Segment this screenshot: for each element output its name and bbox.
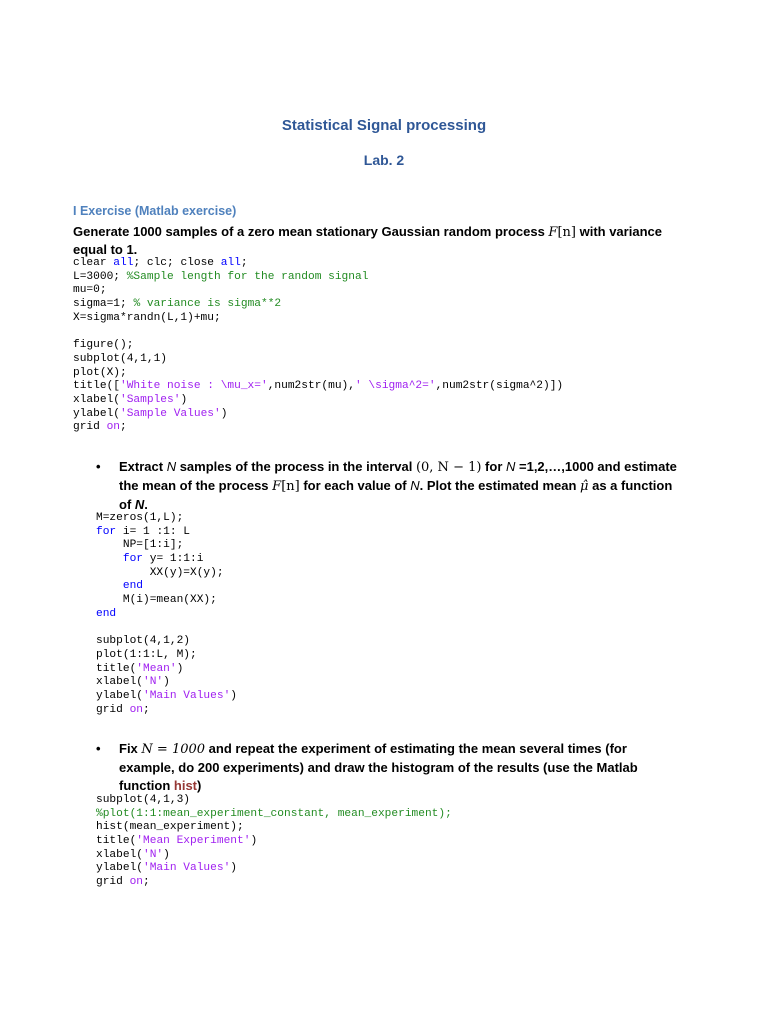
code-line [96,594,237,608]
code-token: ylabel( [73,407,120,420]
code-line [96,821,452,835]
code-token: title( [96,835,137,848]
document-title: Statistical Signal processing [281,117,487,134]
code-line [96,704,237,718]
code-token: ,num2str(mu), [267,380,355,393]
code-token: ylabel( [96,689,143,702]
code-token: subplot(4,1,2) [96,635,190,648]
code-token: 'N' [143,848,164,861]
code-token: 'White noise : \mu_x=' [120,380,268,393]
code-token: on [129,703,144,716]
bullet-1-text: for [481,459,506,474]
code-token: end [96,607,117,620]
code-line [73,353,563,367]
code-token: ' \sigma^2=' [354,380,436,393]
code-line [96,808,452,822]
code-line [96,663,237,677]
code-token: subplot(4,1,1) [73,352,167,365]
code-token: L=3000; [73,270,127,283]
code-token: on [129,876,144,889]
code-line [73,339,563,353]
code-token: grid [96,703,130,716]
bullet-2-text: Fix [119,741,142,756]
code-token: 'N' [143,676,164,689]
bullet-1-math-F: F [272,479,282,494]
code-token: ) [176,662,184,675]
intro-line2: equal to 1. [73,242,138,257]
code-line [96,794,452,808]
code-line [96,567,237,581]
code-token: for [122,553,144,566]
bullet-1-text: =1,2,…,1000 and estimate [515,459,677,474]
code-token: all [220,257,241,269]
code-line [96,635,237,649]
code-line [96,649,237,663]
code-line [96,512,237,526]
bullet-2-text: ) [197,778,202,793]
code-line [73,421,563,435]
code-token: plot(1:1:L, M); [96,648,197,661]
code-line [96,690,237,704]
code-token: M(i)=mean(XX); [96,594,217,607]
bullet-2-dot: • [96,741,101,756]
code-line [96,876,452,890]
code-line [73,394,563,408]
code-token: figure(); [73,339,134,352]
code-block-2 [96,512,237,717]
code-line [96,553,237,567]
code-line [73,380,563,394]
bullet-1-interval: (0, N − 1) [415,460,482,475]
code-token: grid [73,421,107,434]
bullet-2-math: N = 1000 [141,742,206,757]
bullet-1-text: as a function [588,478,673,493]
bullet-1-text: for each value of [299,478,411,493]
bullet-1-N: N [134,497,145,512]
intro-paragraph [73,223,683,258]
hist-function-name: hist [173,778,198,793]
code-token: ; clc; close [133,257,221,269]
code-line [73,312,563,326]
bullet-1-text: . Plot the estimated mean [419,478,581,493]
code-token: ; [143,703,150,716]
code-line [96,608,237,622]
code-line [73,257,563,271]
code-token: ) [230,689,237,702]
code-token [96,580,123,592]
intro-math-n: [n] [557,225,576,240]
code-token: title([ [73,380,120,393]
code-token: xlabel( [96,676,143,689]
bullet-1-dot: • [96,459,101,474]
code-token [96,553,123,565]
code-token: ylabel( [96,862,143,875]
bullet-1-N: N [410,478,420,493]
code-line [96,849,452,863]
code-token: i= 1 :1: L [116,525,191,538]
code-token: %Sample length for the random signal [126,270,369,283]
code-line [73,325,563,339]
code-token: on [106,421,121,434]
code-line [96,622,237,636]
code-token: title( [96,662,137,675]
code-token: 'Main Values' [143,862,231,875]
code-token: mu=0; [73,284,107,297]
code-token: ) [163,848,170,861]
code-token: hist(mean_experiment); [96,821,244,834]
bullet-1-text: samples of the process in the interval [176,459,416,474]
code-line [73,408,563,422]
bullet-1-text: . [144,497,148,512]
code-line [96,539,237,553]
code-line [96,862,452,876]
code-token: 'Mean' [136,662,177,675]
code-token: clear [73,257,114,269]
code-token: all [113,257,134,269]
bullet-2-text: example, do 200 experiments) and draw the histogram of the results (use the Matlab [119,760,638,775]
code-token: XX(y)=X(y); [96,566,224,579]
code-token: 'Main Values' [143,689,231,702]
code-line [96,676,237,690]
code-line [96,526,237,540]
bullet-1-text: of [119,497,135,512]
bullet-1-N: N [166,459,177,474]
code-token: ) [230,862,237,875]
bullet-1-paragraph [119,458,704,514]
code-token: ) [250,835,258,848]
bullet-1-text: the mean of the process [119,478,273,493]
code-token: ) [220,407,228,420]
code-block-3 [96,794,452,890]
code-token: sigma=1; [73,298,134,311]
code-token: plot(X); [73,366,127,379]
code-token: 'Samples' [120,393,181,406]
section-heading: I Exercise (Matlab exercise) [73,204,237,218]
code-token: 'Sample Values' [120,407,221,420]
code-token: grid [96,876,130,889]
bullet-2-text: function [119,778,174,793]
document-subtitle: Lab. 2 [363,152,405,168]
code-line [73,271,563,285]
code-line [73,284,563,298]
bullet-1-text: Extract [119,459,167,474]
code-line [73,367,563,381]
code-token: ) [163,676,170,689]
code-line [73,298,563,312]
bullet-1-math-n: [n] [281,479,300,494]
code-token: xlabel( [96,848,143,861]
code-token: %plot(1:1:mean_experiment_constant, mean_experiment); [96,807,452,820]
code-block-1 [73,257,563,435]
bullet-1-mu-hat: μ̂ [580,479,589,494]
intro-text-after: with variance [575,224,662,239]
code-token: NP=[1:i]; [96,539,184,552]
intro-math-F: F [548,225,558,240]
code-token: M=zeros(1,L); [96,512,184,524]
code-token: y= 1:1:i [143,553,204,566]
code-token: ; [143,876,150,889]
code-token: subplot(4,1,3) [96,794,190,806]
code-token: end [122,580,144,593]
code-token: for [96,525,117,538]
bullet-2-paragraph [119,740,704,795]
code-line [96,835,452,849]
code-token: ) [180,393,188,406]
code-token: X=sigma*randn(L,1)+mu; [73,311,221,324]
code-token: 'Mean Experiment' [136,835,251,848]
code-token: xlabel( [73,393,120,406]
bullet-1-N: N [506,459,516,474]
code-token: ,num2str(sigma^2)]) [435,380,564,393]
intro-text: Generate 1000 samples of a zero mean stationary Gaussian random process [73,224,549,239]
code-token: ; [240,257,248,269]
code-token: % variance is sigma**2 [133,298,282,311]
bullet-2-text: and repeat the experiment of estimating the mean several times (for [205,741,627,756]
code-token: ; [120,421,127,434]
code-line [96,580,237,594]
